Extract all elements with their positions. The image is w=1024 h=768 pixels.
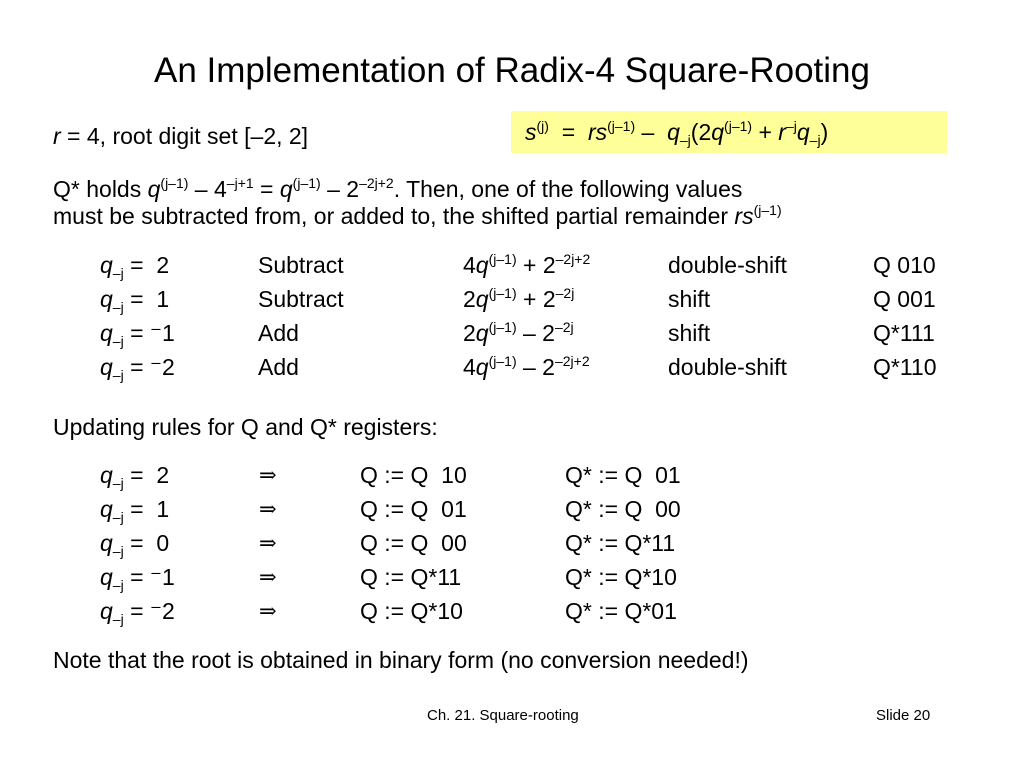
q-update-cell: Q := Q 10 <box>360 462 467 488</box>
value-cell: $4q^{(j-1)} - 2^{-2j+2}$ <box>463 353 590 380</box>
operation-cell: Add <box>258 320 299 346</box>
register-cell: Q*111 <box>873 320 935 346</box>
implies-arrow-icon: ⇒ <box>259 565 277 589</box>
digit-cell: $q_{-j} = 1$ <box>100 496 170 525</box>
digit-cell: $q_{-j} = ^-1$ <box>100 564 175 593</box>
recurrence-formula: $s^{(j)} = rs^{(j-1)} - q_{-j}(2q^{(j-1)} + r^{-j}q_{-j})$ <box>525 118 829 148</box>
qstar-update-cell: Q* := Q*10 <box>565 564 677 590</box>
qstar-description-line1: Q* holds $q^{(j-1)} - 4^{-j+1} = q^{(j-1)} - 2^{-2j+2}$. Then, one of the following values <box>53 175 743 202</box>
footer-slide-number: Slide 20 <box>876 707 931 724</box>
value-cell: $4q^{(j-1)} + 2^{-2j+2}$ <box>463 251 591 278</box>
q-update-cell: Q := Q 01 <box>360 496 467 522</box>
q-update-cell: Q := Q*11 <box>360 564 462 590</box>
footer-chapter: Ch. 21. Square-rooting <box>427 707 579 724</box>
register-cell: Q 010 <box>873 252 936 278</box>
digit-cell: $q_{-j} = 2$ <box>100 252 170 281</box>
digit-cell: $q_{-j} = ^-2$ <box>100 354 175 383</box>
shift-cell: double-shift <box>668 252 787 278</box>
digit-cell: $q_{-j} = ^-2$ <box>100 598 175 627</box>
digit-cell: $q_{-j} = 0$ <box>100 530 170 559</box>
qstar-update-cell: Q* := Q 01 <box>565 462 681 488</box>
digit-cell: $q_{-j} = 2$ <box>100 462 170 491</box>
shift-cell: shift <box>668 286 711 312</box>
digit-cell: $q_{-j} = ^-1$ <box>100 320 175 349</box>
shift-cell: double-shift <box>668 354 787 380</box>
register-cell: Q*110 <box>873 354 937 380</box>
register-cell: Q 001 <box>873 286 936 312</box>
implies-arrow-icon: ⇒ <box>259 463 277 487</box>
qstar-update-cell: Q* := Q*01 <box>565 598 677 624</box>
operation-cell: Subtract <box>258 252 344 278</box>
implies-arrow-icon: ⇒ <box>259 531 277 555</box>
updating-rules-heading: Updating rules for Q and Q* registers: <box>53 414 438 440</box>
digit-cell: $q_{-j} = 1$ <box>100 286 170 315</box>
binary-form-note: Note that the root is obtained in binary form (no conversion needed!) <box>53 647 749 673</box>
implies-arrow-icon: ⇒ <box>259 497 277 521</box>
operation-cell: Subtract <box>258 286 344 312</box>
qstar-update-cell: Q* := Q 00 <box>565 496 681 522</box>
value-cell: $2q^{(j-1)} - 2^{-2j}$ <box>463 319 574 346</box>
q-update-cell: Q := Q 00 <box>360 530 467 556</box>
slide-title: An Implementation of Radix-4 Square-Rooting <box>154 51 870 90</box>
qstar-update-cell: Q* := Q*11 <box>565 530 676 556</box>
implies-arrow-icon: ⇒ <box>259 599 277 623</box>
q-update-cell: Q := Q*10 <box>360 598 463 624</box>
qstar-description-line2: must be subtracted from, or added to, the shifted partial remainder $rs^{(j-1)}$ <box>53 202 782 229</box>
operation-cell: Add <box>258 354 299 380</box>
shift-cell: shift <box>668 320 711 346</box>
radix-statement: r = 4, root digit set [–2, 2] <box>53 123 309 149</box>
value-cell: $2q^{(j-1)} + 2^{-2j}$ <box>463 285 575 312</box>
